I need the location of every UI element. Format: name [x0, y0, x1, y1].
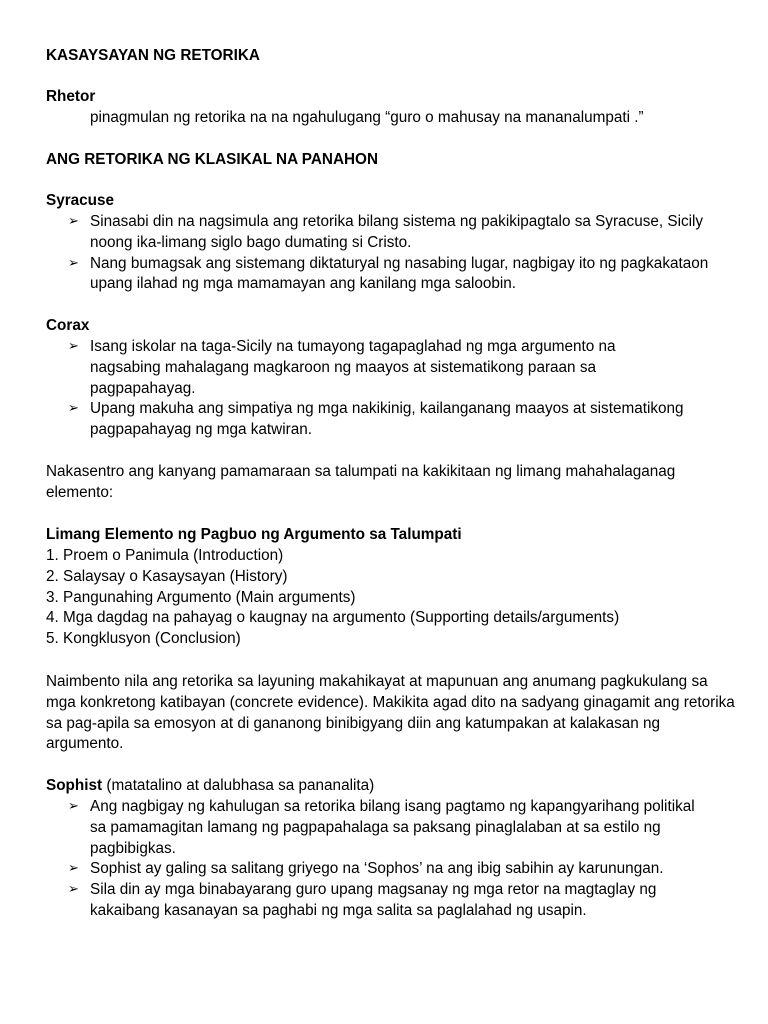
sophist-bullet-list [46, 797, 706, 922]
section-heading: ANG RETORIKA NG KLASIKAL NA PANAHON [46, 151, 379, 168]
list-item [46, 797, 706, 859]
elements-list [46, 546, 746, 650]
bullet-text: Isang iskolar na taga-Sicily na tumayong tagapaglahad ng mga argumento na nagsabing mahalagang magkaroon ng maayos at sistematikong paraan sa pagpapahayag. [90, 338, 616, 397]
list-item [46, 880, 706, 922]
list-item: 3. Pangunahing Argumento (Main arguments) [46, 588, 356, 606]
bullet-text: Sinasabi din na nagsimula ang retorika bilang sistema ng pakikipagtalo sa Syracuse, Sicily noong ika-limang siglo bago dumating si Cristo. [90, 213, 704, 251]
document-title: KASAYSAYAN NG RETORIKA [46, 47, 260, 64]
arrow-bullet-icon: ➢ [68, 339, 79, 354]
arrow-bullet-icon: ➢ [68, 255, 79, 271]
list-item [46, 337, 686, 399]
bullet-text: Sila din ay mga binabayarang guro upang magsanay ng mga retor na magtaglay ng kakaibang kasanayan sa paghabi ng mga salita sa paglalahad ng usapin. [90, 881, 657, 919]
list-item [46, 212, 716, 254]
list-item [46, 254, 716, 296]
arrow-bullet-icon: ➢ [68, 401, 79, 417]
list-item [46, 859, 706, 880]
list-item: 4. Mga dagdag na pahayag o kaugnay na argumento (Supporting details/arguments) [46, 609, 620, 627]
rhetor-heading: Rhetor [46, 88, 96, 105]
list-item [46, 399, 686, 441]
list-item: 1. Proem o Panimula (Introduction) [46, 547, 284, 564]
rhetoric-paragraph: Naimbento nila ang retorika sa layuning makahikayat at mapunuan ang anumang pagkukulang sa mga konkretong katibayan (concrete evidence). Makikita agad dito na sadyang ginagamit ang retorika sa pag-apila sa emosyon at di gananong binibigyang diin ang katumpakan at kalakasan ng argumento. [46, 673, 735, 753]
elements-heading: Limang Elemento ng Pagbuo ng Argumento sa Talumpati [46, 526, 462, 543]
corax-bullet-list [46, 337, 686, 441]
syracuse-bullet-list [46, 212, 716, 295]
sophist-heading-line [46, 776, 746, 797]
corax-paragraph: Nakasentro ang kanyang pamamaraan sa talumpati na kakikitaan ng limang mahahalaganag elemento: [46, 463, 676, 501]
bullet-text: Ang nagbigay ng kahulugan sa retorika bilang isang pagtamo ng kapangyarihang politikal sa pamamagitan lamang ng pagpapahalaga sa paksang pinaglalaban at sa estilo ng pagbibigkas. [90, 798, 695, 857]
bullet-text: Upang makuha ang simpatiya ng mga nakikinig, kailanganang maayos at sistematikong pagpapahayag ng mga katwiran. [90, 400, 684, 439]
bullet-text: Sophist ay galing sa salitang griyego na ‘Sophos’ na ang ibig sabihin ay karunungan. [90, 860, 664, 878]
arrow-bullet-icon: ➢ [68, 799, 79, 814]
list-item: 5. Kongklusyon (Conclusion) [46, 630, 241, 648]
arrow-bullet-icon: ➢ [68, 861, 79, 877]
arrow-bullet-icon: ➢ [68, 214, 79, 229]
syracuse-heading: Syracuse [46, 192, 115, 209]
sophist-subtitle: (matatalino at dalubhasa sa pananalita) [102, 777, 375, 794]
list-item: 2. Salaysay o Kasaysayan (History) [46, 567, 288, 585]
corax-heading: Corax [46, 317, 90, 334]
bullet-text: Nang bumagsak ang sistemang diktaturyal ng nasabing lugar, nagbigay ito ng pagkakataon upang ilahad ng mga mamamayan ang kanilang mga saloobin. [90, 254, 709, 293]
rhetor-definition: pinagmulan ng retorika na na ngahulugang “guro o mahusay na mananalumpati .” [90, 109, 644, 126]
arrow-bullet-icon: ➢ [68, 882, 79, 898]
sophist-heading: Sophist [46, 777, 103, 794]
